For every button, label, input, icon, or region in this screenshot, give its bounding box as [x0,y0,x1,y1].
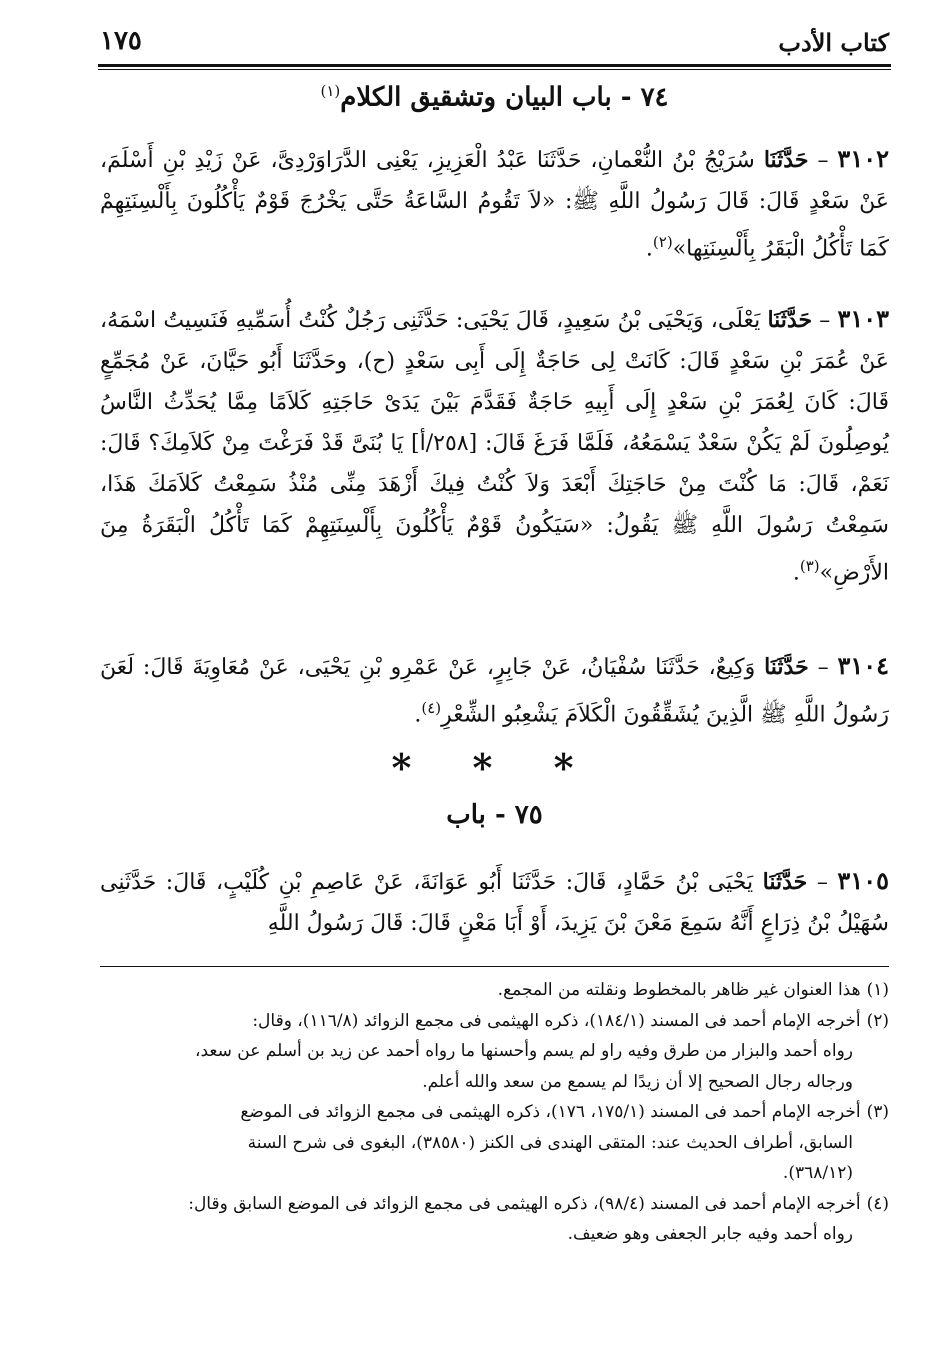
footnote-number: (٣) [866,1102,889,1122]
footnote-line: هذا العنوان غير ظاهر بالمخطوط ونقلته من المجمع. [497,980,861,1000]
footnote-line: أخرجه الإمام أحمد فى المسند (١٨٤/١)، ذكره الهيثمى فى مجمع الزوائد (١١٦/٨)، وقال: [252,1010,861,1031]
footnote-line: أخرجه الإمام أحمد فى المسند (١٧٥/١، ١٧٦)، ذكره الهيثمى فى مجمع الزوائد فى الموضع [240,1102,861,1122]
chapter-title-text: ٧٤ - باب البيان وتشقيق الكلام [340,82,669,113]
hadith-text: يَحْيَى بْنُ حَمَّادٍ، قَالَ: حَدَّثَنَا أَبُو عَوَانَةَ، عَنْ عَاصِمِ بْنِ كُلَيْبٍ، قَالَ: حَدَّثَنِى سُهَيْلُ بْنُ ذِرَاعٍ أَنَّهُ سَمِعَ مَعْنَ بْنَ يَزِيدَ، أَوْ أَبَا مَعْنٍ قَالَ: قَالَ رَسُولُ اللَّهِ [100,870,889,936]
chapter-title [100,82,889,113]
footnote-line: السابق، أطراف الحديث عند: المتقى الهندى فى الكنز (٣٨٥٨٠)، البغوى فى شرح السنة [247,1132,853,1153]
hadith-number: ٣١٠٣ [837,304,889,333]
footnote-line: (٣٦٨/١٢). [782,1163,853,1183]
footnote-line: ورجاله رجال الصحيح إلا أن زيدًا لم يسمع من سعد والله أعلم. [422,1071,853,1092]
footnote-rule [100,966,889,967]
footnote-line: رواه أحمد والبزار من طرق وفيه راو لم يسم وأحسنها ما رواه أحمد عن زيد بن أسلم عن سعد، [195,1041,853,1061]
header-rule [98,64,891,67]
hadith-opening: حَدَّثَنَا [763,147,809,173]
hadith-opening: حَدَّثَنَا [767,307,813,333]
footnote-ref: (٤) [421,699,442,717]
hadith-3105: ٣١٠٥ – حَدَّثَنَا يَحْيَى بْنُ حَمَّادٍ، قَالَ: حَدَّثَنَا أَبُو عَوَانَةَ، عَنْ عَاصِمِ بْنِ كُلَيْبٍ، قَالَ: حَدَّثَنِى سُهَيْلُ بْنُ ذِرَاعٍ أَنَّهُ سَمِعَ مَعْنَ بْنَ يَزِيدَ، أَوْ أَبَا مَعْنٍ قَالَ: قَالَ رَسُولُ اللَّهِ [100,866,889,936]
footnote-number: (١) [866,980,889,1000]
footnote-2 [100,1006,889,1037]
footnote-ref: (٣) [799,557,820,575]
hadith-opening: حَدَّثَنَا [762,869,808,895]
book-title: كتاب الأدب [778,28,889,57]
footnote-ref: (١) [320,82,341,100]
hadith-3104: ٣١٠٤ – حَدَّثَنَا وَكِيعٌ، حَدَّثَنَا سُفْيَانُ، عَنْ جَابِرٍ، عَنْ عَمْرِو بْنِ يَحْيَى، عَنْ مُعَاوِيَةَ قَالَ: لَعَنَ رَسُولُ اللَّهِ ﷺ الَّذِينَ يُشَقِّقُونَ الْكَلاَمَ يَشْعِبُو الشِّعْرِ$^{(٤)}$. [100,651,889,728]
footnote-line: أخرجه الإمام أحمد فى المسند (٩٨/٤)، ذكره الهيثمى فى مجمع الزوائد فى الموضع السابق وقال: [188,1193,861,1214]
footnote-number: (٢) [866,1010,889,1031]
hadith-number: ٣١٠٤ [837,651,889,680]
running-head [100,26,889,66]
footnote-number: (٤) [866,1193,889,1214]
footnote-line: رواه أحمد وفيه جابر الجعفى وهو ضعيف. [567,1224,853,1244]
page-number: ١٧٥ [100,26,142,56]
hadith-end: . [414,702,422,728]
footnote-ref: (٢) [652,233,673,251]
footnote-3 [100,1097,889,1128]
hadith-number: ٣١٠٢ [837,144,889,173]
hadith-3103: ٣١٠٣ – حَدَّثَنَا يَعْلَى، وَيَحْيَى بْنُ سَعِيدٍ، قَالَ يَحْيَى: حَدَّثَنِى رَجُلٌ كُنْتُ أُسَمِّيهِ فَنَسِيتُ اسْمَهُ، عَنْ عُمَرَ بْنِ سَعْدٍ قَالَ: كَانَتْ لِى حَاجَةٌ إِلَى أَبِى سَعْدٍ (ح)، وحَدَّثَنَا أَبُو حَيَّانَ، عَنْ مُجَمِّعٍ قَالَ: كَانَ لِعُمَرَ بْنِ سَعْدٍ إِلَى أَبِيهِ حَاجَةٌ فَقَدَّمَ بَيْنَ يَدَىْ حَاجَتِهِ كَلاَمًا مِمَّا يُحَدِّثُ النَّاسُ يُوصِلُونَ لَمْ يَكُنْ سَعْدٌ يَسْمَعُهُ، فَلَمَّا فَرَغَ قَالَ: [٢٥٨/أ] يَا بُنَىَّ قَدْ فَرَغْتَ مِنْ كَلاَمِكَ؟ قَالَ: نَعَمْ، قَالَ: مَا كُنْتَ مِنْ حَاجَتِكَ أَبْعَدَ وَلاَ كُنْتُ فِيكَ أَزْهَدَ مِنِّى مُنْذُ سَمِعْتُ كَلاَمَكَ هَذَا، سَمِعْتُ رَسُولَ اللَّهِ ﷺ يَقُولُ: «سَيَكُونُ قَوْمٌ يَأْكُلُونَ بِأَلْسِنَتِهِمْ كَمَا تَأْكُلُ الْبَقَرَةُ مِنَ الأَرْضِ»$^{(٣)}$. [100,304,890,586]
hadith-text: وَكِيعٌ، حَدَّثَنَا سُفْيَانُ، عَنْ جَابِرٍ، عَنْ عَمْرِو بْنِ يَحْيَى، عَنْ مُعَاوِيَةَ قَالَ: لَعَنَ رَسُولُ اللَّهِ ﷺ الَّذِينَ يُشَقِّقُونَ الْكَلاَمَ يَشْعِبُو الشِّعْرِ [100,655,889,728]
hadith-opening: حَدَّثَنَا [764,654,809,680]
footnote-1 [100,975,889,1006]
subchapter-title: ٧٥ - باب [446,800,543,830]
hadith-3102: ٣١٠٢ – حَدَّثَنَا سُرَيْجُ بْنُ النُّعْمانِ، حَدَّثَنَا عَبْدُ الْعَزِيزِ، يَعْنِى الدَّرَاوَرْدِىَّ، عَنْ زَيْدِ بْنِ أَسْلَمَ، عَنْ سَعْدٍ قَالَ: قَالَ رَسُولُ اللَّهِ ﷺ: «لاَ تَقُومُ السَّاعَةُ حَتَّى يَخْرُجَ قَوْمٌ يَأْكُلُونَ بِأَلْسِنَتِهِمْ كَمَا تَأْكُلُ الْبَقَرُ بِأَلْسِنَتِها»$^{(٢)}$. [100,144,889,262]
hadith-number: ٣١٠٥ [837,866,889,895]
section-separator: * * * [391,745,598,790]
footnote-4 [100,1189,889,1220]
hadith-end: . [792,560,800,586]
header-rule-thin [98,69,891,70]
hadith-text: يَعْلَى، وَيَحْيَى بْنُ سَعِيدٍ، قَالَ يَحْيَى: حَدَّثَنِى رَجُلٌ كُنْتُ أُسَمِّيهِ فَنَسِيتُ اسْمَهُ، عَنْ عُمَرَ بْنِ سَعْدٍ قَالَ: كَانَتْ لِى حَاجَةٌ إِلَى أَبِى سَعْدٍ (ح)، وحَدَّثَنَا أَبُو حَيَّانَ، عَنْ مُجَمِّعٍ قَالَ: كَانَ لِعُمَرَ بْنِ سَعْدٍ إِلَى أَبِيهِ حَاجَةٌ فَقَدَّمَ بَيْنَ يَدَىْ حَاجَتِهِ كَلاَمًا مِمَّا يُحَدِّثُ النَّاسُ يُوصِلُونَ لَمْ يَكُنْ سَعْدٌ يَسْمَعُهُ، فَلَمَّا فَرَغَ قَالَ: [٢٥٨/أ] يَا بُنَىَّ قَدْ فَرَغْتَ مِنْ كَلاَمِكَ؟ قَالَ: نَعَمْ، قَالَ: مَا كُنْتَ مِنْ حَاجَتِكَ أَبْعَدَ وَلاَ كُنْتُ فِيكَ أَزْهَدَ مِنِّى مُنْذُ سَمِعْتُ كَلاَمَكَ هَذَا، سَمِعْتُ رَسُولَ اللَّهِ ﷺ يَقُولُ: «سَيَكُونُ قَوْمٌ يَأْكُلُونَ بِأَلْسِنَتِهِمْ كَمَا تَأْكُلُ الْبَقَرَةُ مِنَ الأَرْضِ» [100,308,890,586]
footnotes [100,975,889,1250]
hadith-end: . [645,236,653,262]
hadith-text: سُرَيْجُ بْنُ النُّعْمانِ، حَدَّثَنَا عَبْدُ الْعَزِيزِ، يَعْنِى الدَّرَاوَرْدِىَّ، عَنْ زَيْدِ بْنِ أَسْلَمَ، عَنْ سَعْدٍ قَالَ: قَالَ رَسُولُ اللَّهِ ﷺ: «لاَ تَقُومُ السَّاعَةُ حَتَّى يَخْرُجَ قَوْمٌ يَأْكُلُونَ بِأَلْسِنَتِهِمْ كَمَا تَأْكُلُ الْبَقَرُ بِأَلْسِنَتِها» [100,148,889,262]
